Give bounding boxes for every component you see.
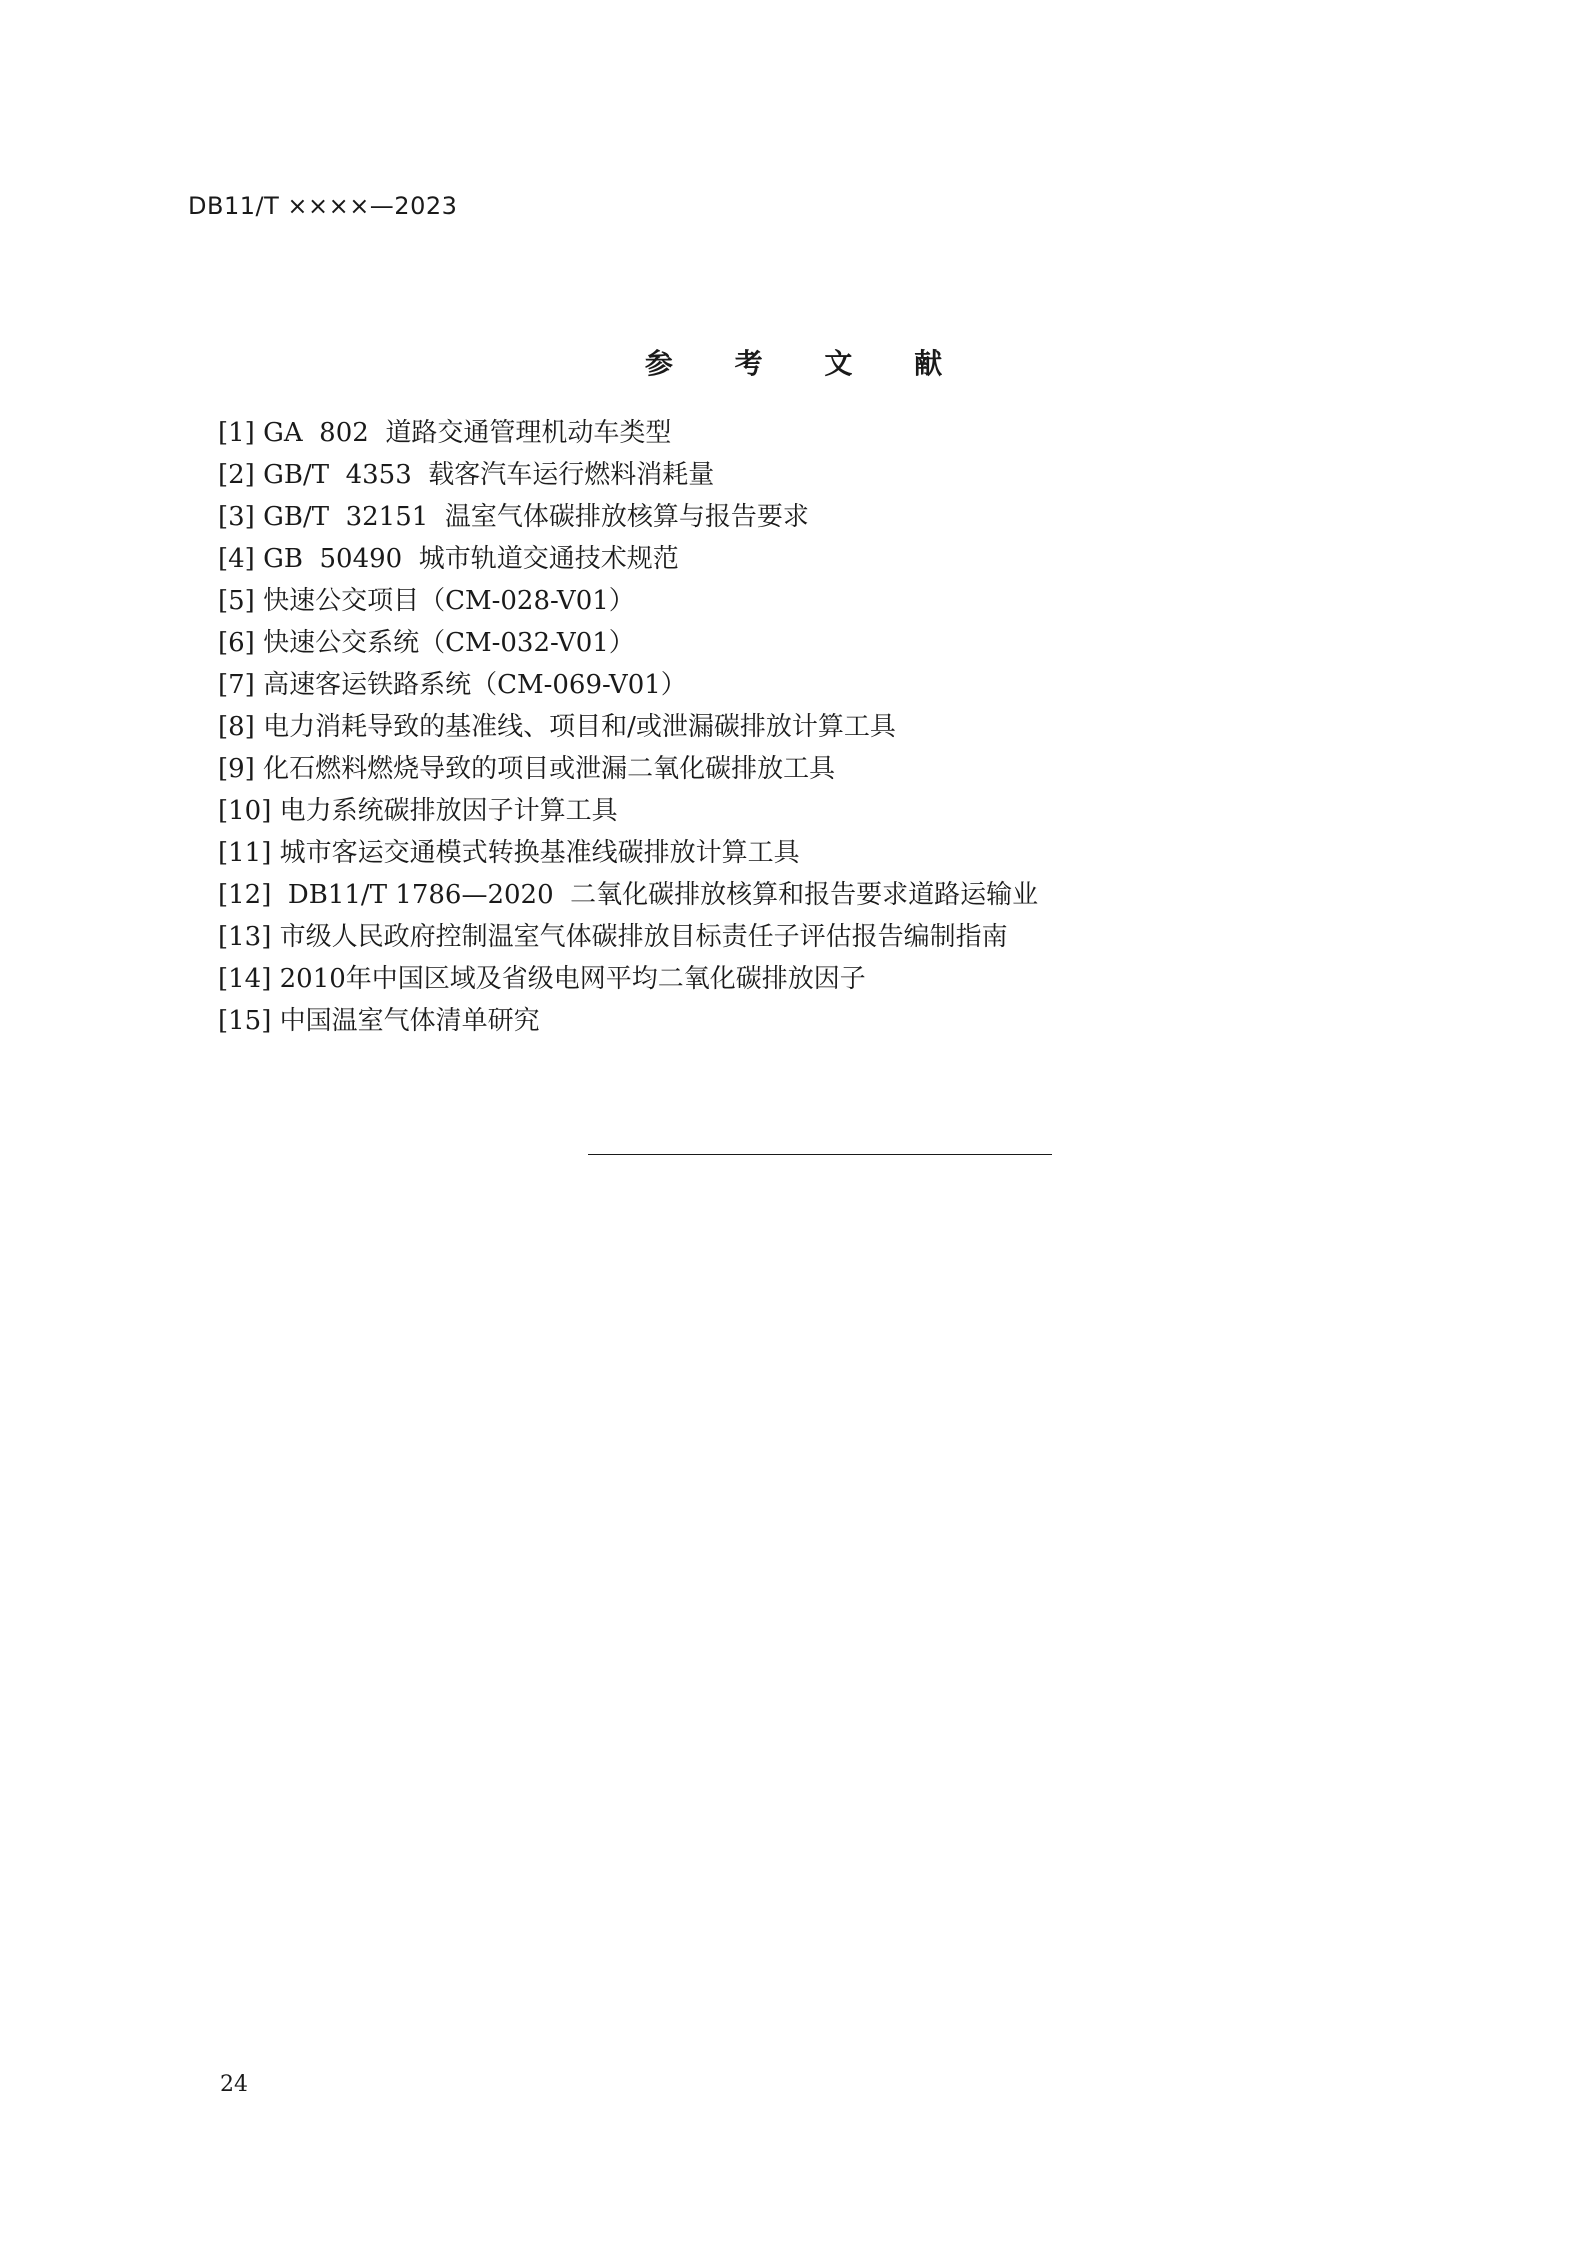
reference-item: [13] 市级人民政府控制温室气体碳排放目标责任子评估报告编制指南 (218, 922, 1008, 952)
reference-list (218, 412, 1038, 1042)
reference-item: [1] GA 802 道路交通管理机动车类型 (218, 418, 672, 448)
reference-item: [7] 高速客运铁路系统（CM-069-V01） (218, 670, 687, 700)
reference-item: [8] 电力消耗导致的基准线、项目和/或泄漏碳排放计算工具 (218, 712, 896, 742)
reference-item: [15] 中国温室气体清单研究 (218, 1006, 540, 1036)
reference-item: [9] 化石燃料燃烧导致的项目或泄漏二氧化碳排放工具 (218, 754, 836, 784)
section-title: 参 考 文 献 (644, 347, 969, 380)
reference-item: [11] 城市客运交通模式转换基准线碳排放计算工具 (218, 838, 800, 868)
reference-item: [12] DB11/T 1786—2020 二氧化碳排放核算和报告要求道路运输业 (218, 880, 1039, 910)
reference-item: [10] 电力系统碳排放因子计算工具 (218, 796, 618, 826)
reference-item: [5] 快速公交项目（CM-028-V01） (218, 586, 635, 616)
page-number: 24 (220, 2072, 248, 2097)
reference-item: [3] GB/T 32151 温室气体碳排放核算与报告要求 (218, 502, 809, 532)
reference-item: [4] GB 50490 城市轨道交通技术规范 (218, 544, 679, 574)
reference-item: [14] 2010年中国区域及省级电网平均二氧化碳排放因子 (218, 964, 866, 994)
reference-item: [6] 快速公交系统（CM-032-V01） (218, 628, 635, 658)
end-divider-rule (588, 1154, 1052, 1155)
standard-code-header: DB11/T ××××—2023 (188, 192, 458, 220)
reference-item: [2] GB/T 4353 载客汽车运行燃料消耗量 (218, 460, 715, 490)
